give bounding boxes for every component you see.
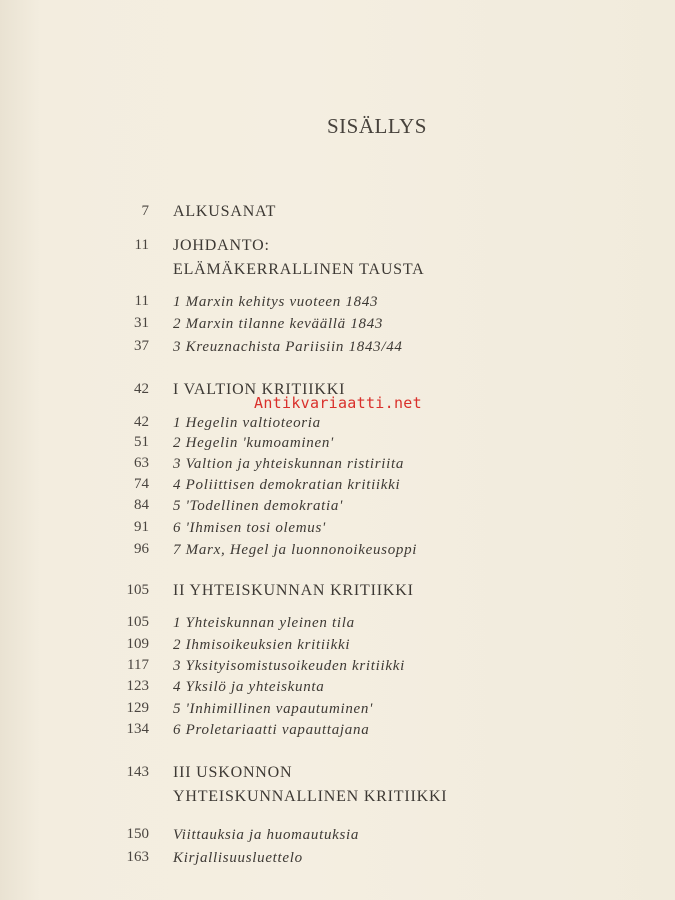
toc-page-number: 134 [126, 721, 149, 737]
toc-page-number: 91 [134, 519, 149, 535]
toc-title-line: 2 Ihmisoikeuksien kritiikki [173, 637, 351, 653]
toc-title-line: 3 Valtion ja yhteiskunnan ristiriita [173, 456, 405, 472]
toc-page-number: 105 [126, 582, 149, 598]
toc-title-line: 3 Yksityisomistusoikeuden kritiikki [173, 658, 405, 674]
toc-title-line: 4 Poliittisen demokratian kritiikki [173, 477, 401, 493]
toc-page-number: 143 [126, 764, 149, 780]
toc-title [173, 290, 378, 314]
toc-title [173, 675, 325, 699]
watermark: Antikvariaatti.net [254, 394, 422, 412]
toc-title-line: 2 Hegelin 'kumoaminen' [173, 435, 334, 451]
toc-page-number: 51 [134, 434, 149, 450]
toc-title-line: 3 Kreuznachista Pariisiin 1843/44 [173, 339, 403, 355]
toc-title-line: 1 Yhteiskunnan yleinen tila [173, 615, 355, 631]
toc-title [173, 718, 369, 742]
toc-page-number: 7 [141, 203, 149, 219]
toc-title-line: I VALTION KRITIIKKI [173, 381, 346, 398]
toc-title-line: Kirjallisuusluettelo [173, 850, 303, 866]
toc-page-number: 123 [126, 678, 149, 694]
toc-title-line: 2 Marxin tilanne keväällä 1843 [173, 316, 384, 332]
toc-page-number: 11 [134, 237, 149, 253]
toc-title-line: 5 'Todellinen demokratia' [173, 498, 344, 514]
toc-title-line: ELÄMÄKERRALLINEN TAUSTA [173, 261, 425, 278]
toc-title [173, 761, 447, 809]
toc-page-number: 63 [134, 455, 149, 471]
toc-title-line: YHTEISKUNNALLINEN KRITIIKKI [173, 788, 448, 805]
toc-page-number: 109 [126, 636, 149, 652]
toc-title [173, 234, 425, 282]
toc-title [173, 494, 343, 518]
toc-page-number: 42 [134, 414, 149, 430]
toc-title-line: 1 Marxin kehitys vuoteen 1843 [173, 294, 379, 310]
toc-title-line: ALKUSANAT [173, 203, 277, 220]
toc-page-number: 11 [134, 293, 149, 309]
toc-page-number: 37 [134, 338, 149, 354]
toc-page-number: 129 [126, 700, 149, 716]
toc-page-number: 150 [126, 826, 149, 842]
toc-title-line: 6 Proletariaatti vapauttajana [173, 722, 370, 738]
toc-title [173, 516, 326, 540]
toc-title-line: JOHDANTO: [173, 237, 270, 254]
toc-page-number: 117 [127, 657, 149, 673]
toc-title-line: 5 'Inhimillinen vapautuminen' [173, 701, 374, 717]
toc-title [173, 611, 355, 635]
toc-title-line: 4 Yksilö ja yhteiskunta [173, 679, 325, 695]
toc-title-line: 7 Marx, Hegel ja luonnonoikeusoppi [173, 542, 418, 558]
toc-page-number: 163 [126, 849, 149, 865]
toc-page-number: 31 [134, 315, 149, 331]
toc-title-line: 6 'Ihmisen tosi olemus' [173, 520, 326, 536]
toc-title [173, 846, 303, 870]
toc-title [173, 538, 417, 562]
toc-page-number: 96 [134, 541, 149, 557]
toc-title [173, 312, 383, 336]
page-title: SISÄLLYS [327, 114, 427, 138]
toc-title-line: II YHTEISKUNNAN KRITIIKKI [173, 582, 414, 599]
toc-title [173, 823, 359, 847]
toc-title [173, 335, 403, 359]
toc-title-line: III USKONNON [173, 764, 293, 781]
toc-page-number: 105 [126, 614, 149, 630]
toc-page-number: 74 [134, 476, 149, 492]
toc-title-line: 1 Hegelin valtioteoria [173, 415, 321, 431]
toc-title [173, 200, 276, 224]
toc-title-line: Viittauksia ja huomautuksia [173, 827, 360, 843]
toc-page-number: 42 [134, 381, 149, 397]
toc-page-number: 84 [134, 497, 149, 513]
toc-title [173, 579, 414, 603]
